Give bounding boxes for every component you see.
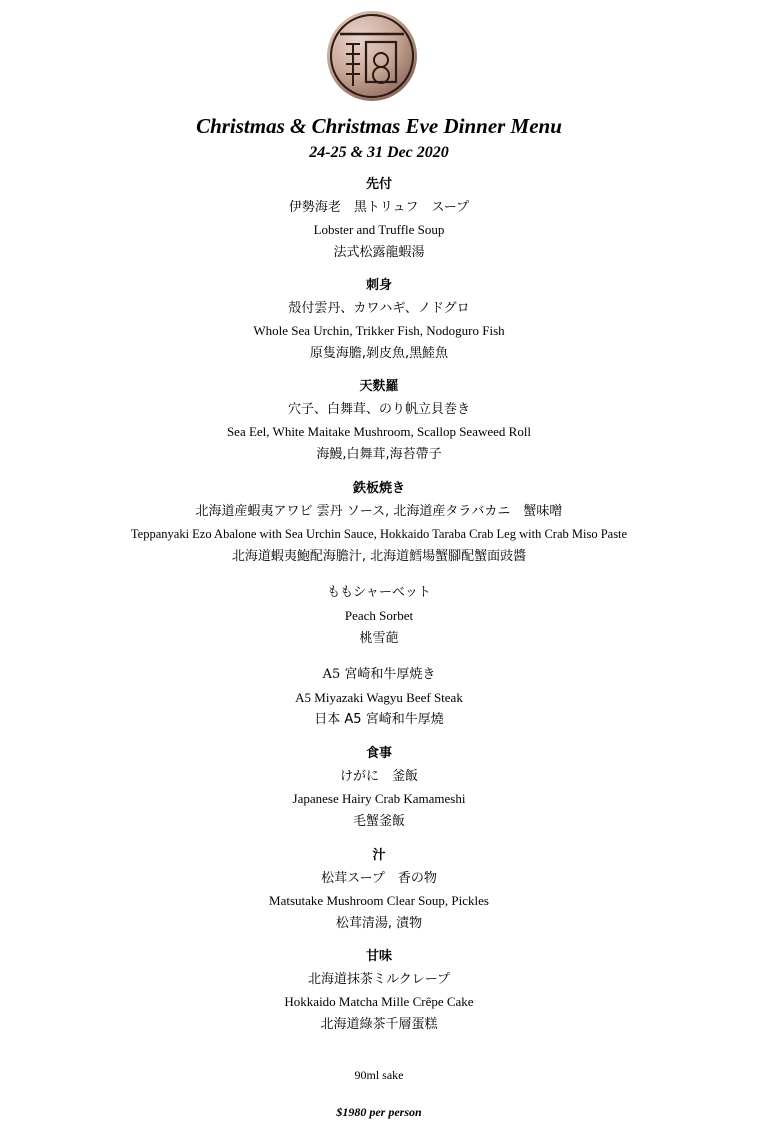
course-heading: 先付 xyxy=(365,177,392,192)
course-name-en: A5 Miyazaki Wagyu Beef Steak xyxy=(295,690,463,705)
course-name-en: Peach Sorbet xyxy=(344,608,414,623)
course-heading: 汁 xyxy=(372,848,386,863)
menu-title: Christmas & Christmas Eve Dinner Menu xyxy=(196,114,562,138)
course-name-cn: 北海道綠茶千層蛋糕 xyxy=(320,1017,438,1032)
course-name-jp: A5 宮崎和牛厚焼き xyxy=(322,667,436,682)
course-name-jp: 北海道産蝦夷アワビ 雲丹 ソース, 北海道産タラバカニ 蟹味噌 xyxy=(195,504,563,519)
menu-date: 24-25 & 31 Dec 2020 xyxy=(309,144,449,161)
restaurant-logo xyxy=(326,10,418,102)
course-name-en: Matsutake Mushroom Clear Soup, Pickles xyxy=(269,893,489,908)
course-name-cn: 毛蟹釜飯 xyxy=(352,814,405,829)
course-name-cn: 海鰻,白舞茸,海苔帶子 xyxy=(316,447,442,462)
course-name-jp: 松茸スープ 香の物 xyxy=(321,871,437,886)
course-name-en: Lobster and Truffle Soup xyxy=(313,222,445,237)
course-name-cn: 法式松露龍蝦湯 xyxy=(333,245,425,260)
course-name-en: Whole Sea Urchin, Trikker Fish, Nodoguro Fish xyxy=(253,323,505,338)
course-name-cn: 日本 A5 宮崎和牛厚燒 xyxy=(314,712,444,727)
course-name-cn: 北海道蝦夷鮑配海膽汁, 北海道鱈場蟹腳配蟹面豉醬 xyxy=(231,549,527,564)
course-heading: 食事 xyxy=(365,746,392,761)
course-name-jp: 穴子、白舞茸、のり帆立貝巻き xyxy=(287,402,470,417)
course-name-en: Teppanyaki Ezo Abalone with Sea Urchin Sauce, Hokkaido Taraba Crab Leg with Crab Miso Paste xyxy=(130,527,628,541)
course-name-jp: 伊勢海老 黒トリュフ スープ xyxy=(288,200,470,215)
course-heading: 甘味 xyxy=(365,949,392,964)
course-name-en: Japanese Hairy Crab Kamameshi xyxy=(292,791,466,806)
course-name-cn: 原隻海膽,剝皮魚,黑鯥魚 xyxy=(309,346,449,361)
course-name-cn: 桃雪葩 xyxy=(359,631,399,646)
course-name-en: Hokkaido Matcha Mille Crêpe Cake xyxy=(284,994,474,1009)
course-heading: 鉄板焼き xyxy=(352,481,405,496)
course-name-jp: 北海道抹茶ミルクレープ xyxy=(307,972,451,987)
course-heading: 天麩羅 xyxy=(359,379,399,394)
course-heading: 刺身 xyxy=(365,278,392,293)
course-name-jp: 殻付雲丹、カワハギ、ノドグロ xyxy=(288,301,470,316)
course-name-en: Sea Eel, White Maitake Mushroom, Scallop Seaweed Roll xyxy=(226,424,532,439)
course-name-jp: けがに 釜飯 xyxy=(339,769,418,784)
course-name-jp: ももシャーベット xyxy=(327,585,431,600)
course-name-cn: 松茸清湯, 漬物 xyxy=(335,916,423,931)
sake-note: 90ml sake xyxy=(354,1068,404,1082)
price-per-person: $1980 per person xyxy=(336,1105,422,1119)
